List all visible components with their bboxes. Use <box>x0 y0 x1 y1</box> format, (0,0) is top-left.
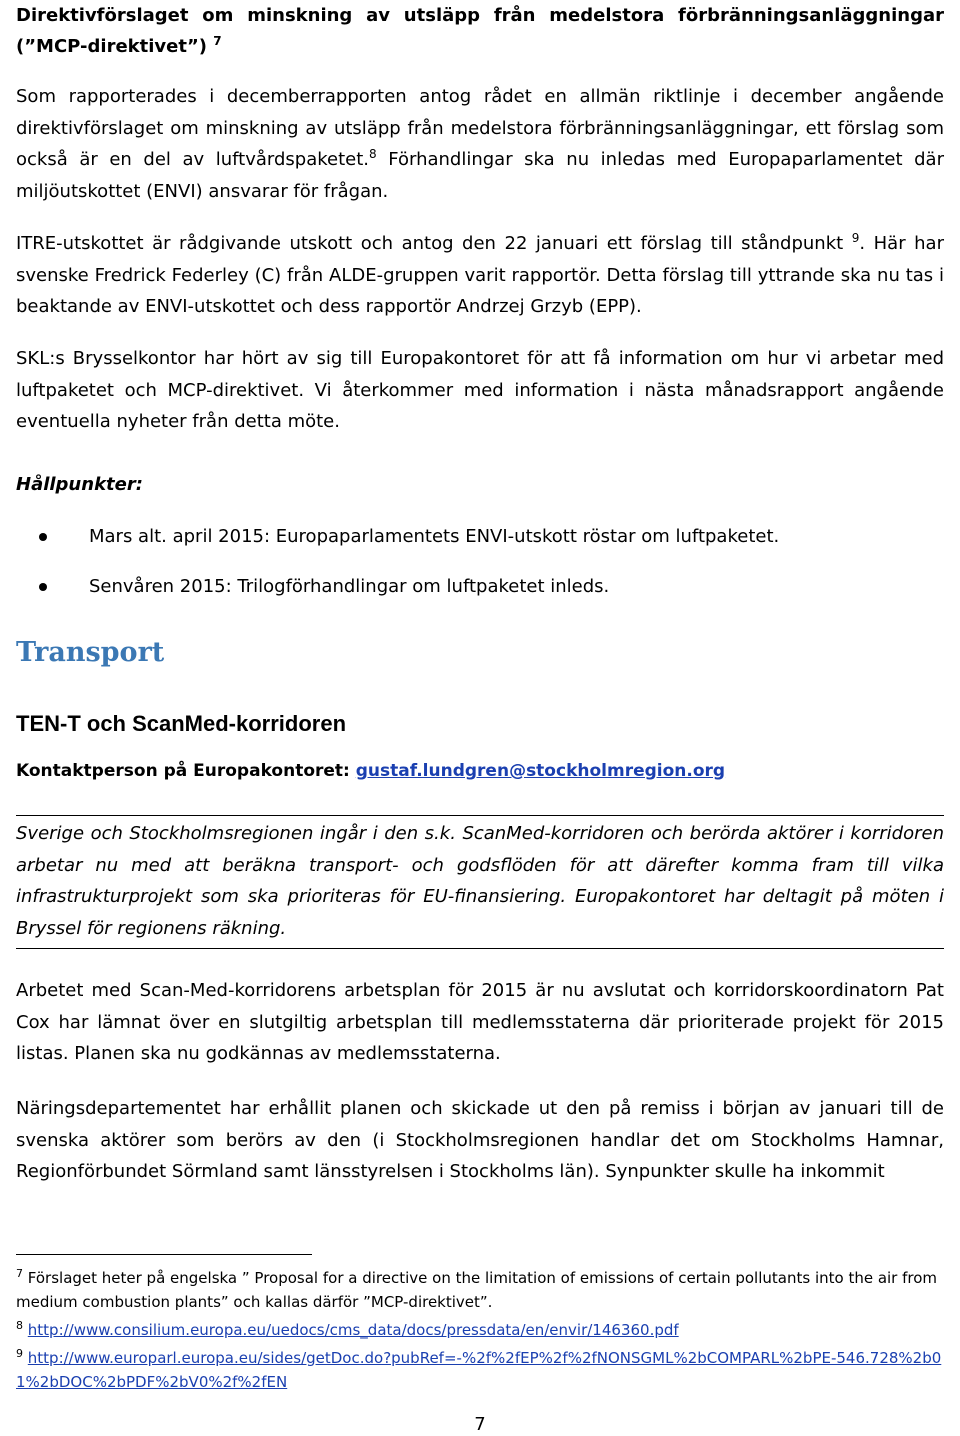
footnote-number: 9 <box>16 1347 23 1360</box>
intro-paragraph-2-part-a: ITRE-utskottet är rådgivande utskott och antog den 22 januari ett förslag till ståndpunkt <box>16 233 844 254</box>
footnote-ref-9[interactable]: 9 <box>851 231 860 245</box>
list-item <box>16 575 944 625</box>
intro-paragraph-2-part-b: . Här har svenske Fredrick Federley (C) från ALDE-gruppen varit rapportör. Detta förslag till yttrande ska nu tas i beaktande av ENVI-utskottet och dess rapportör Andrzej Grzyb (EPP). <box>16 233 944 317</box>
subtitle-tent-scanmed: TEN-T och ScanMed-korridoren <box>16 711 347 736</box>
transport-paragraph-1: Arbetet med Scan-Med-korridorens arbetsplan för 2015 är nu avslutat och korridorskoordinatorn Pat Cox har lämnat över en slutgiltig arbetsplan till medlemsstaterna där prioriterade projekt för 2015 listas. Planen ska nu godkännas av medlemsstaterna. <box>16 980 944 1064</box>
section-title-transport: Transport <box>16 637 165 668</box>
footnote-number: 7 <box>16 1267 23 1280</box>
list-item-text: Mars alt. april 2015: Europaparlamentets ENVI-utskott röstar om luftpaketet. <box>89 526 780 547</box>
mcp-heading-text: Direktivförslaget om minskning av utsläpp från medelstora förbränningsanläggningar (”MCP-direktivet”) <box>16 5 944 57</box>
footnote-7-text: Förslaget heter på engelska ” Proposal for a directive on the limitation of emissions of certain pollutants into the air from medium combustion plants” och kallas därför ”MCP-direktivet”. <box>16 1269 938 1311</box>
intro-paragraph-2 <box>16 228 944 323</box>
contact-line <box>16 759 725 783</box>
bullet-icon <box>39 533 47 541</box>
footnote-8 <box>16 1318 944 1342</box>
list-item <box>16 525 944 575</box>
footnote-number: 8 <box>16 1319 23 1332</box>
intro-paragraph-3: SKL:s Brysselkontor har hört av sig till Europakontoret för att få information om hur vi arbetar med luftpaketet och MCP-direktivet. Vi återkommer med information i nästa månadsrapport angående eventuella nyheter från detta möte. <box>16 348 944 432</box>
footnote-divider <box>16 1254 312 1255</box>
hallpunkter-list <box>16 525 944 625</box>
intro-paragraph-1 <box>16 81 944 207</box>
contact-email-link[interactable]: gustaf.lundgren@stockholmregion.org <box>355 761 726 781</box>
hallpunkter-title: Hållpunkter: <box>16 474 143 495</box>
footnote-9 <box>16 1346 944 1394</box>
footnote-ref-7[interactable]: 7 <box>213 34 222 48</box>
page-number: 7 <box>474 1414 486 1435</box>
footnote-ref-8[interactable]: 8 <box>369 147 377 161</box>
footnote-7 <box>16 1266 944 1314</box>
intro-paragraph-1-part-b: Förhandlingar ska nu inledas med Europaparlamentet där miljöutskottet (ENVI) ansvarar för frågan. <box>16 149 944 202</box>
mcp-heading <box>16 0 944 62</box>
bullet-icon <box>39 583 47 591</box>
footnote-9-link[interactable]: http://www.europarl.europa.eu/sides/getDoc.do?pubRef=-%2f%2fEP%2f%2fNONSGML%2bCOMPARL%2bPE-546.728%2b01%2bDOC%2bPDF%2bV0%2f%2fEN <box>16 1349 942 1391</box>
list-item-text: Senvåren 2015: Trilogförhandlingar om luftpaketet inleds. <box>89 576 610 597</box>
summary-box: Sverige och Stockholmsregionen ingår i den s.k. ScanMed-korridoren och berörda aktörer i korridoren arbetar nu med att beräkna transport- och godsflöden för att därefter komma fram till vilka infrastrukturprojekt som ska prioriteras för EU-finansiering. Europakontoret har deltagit på möten i Bryssel för regionens räkning. <box>16 815 944 949</box>
intro-paragraph-1-part-a: Som rapporterades i decemberrapporten antog rådet en allmän riktlinje i december angående direktivförslaget om minskning av utsläpp från medelstora förbränningsanläggningar, ett förslag som också är en del av luftvårdspaketet. <box>16 86 944 170</box>
contact-label: Kontaktperson på Europakontoret: <box>16 761 356 781</box>
transport-paragraph-2: Näringsdepartementet har erhållit planen och skickade ut den på remiss i början av januari till de svenska aktörer som berörs av den (i Stockholmsregionen handlar det om Stockholms Hamnar, Regionförbundet Sörmland samt länsstyrelsen i Stockholms län). Synpunkter skulle ha inkommit <box>16 1098 944 1182</box>
footnote-8-link[interactable]: http://www.consilium.europa.eu/uedocs/cms_data/docs/pressdata/en/envir/146360.pdf <box>27 1321 679 1339</box>
